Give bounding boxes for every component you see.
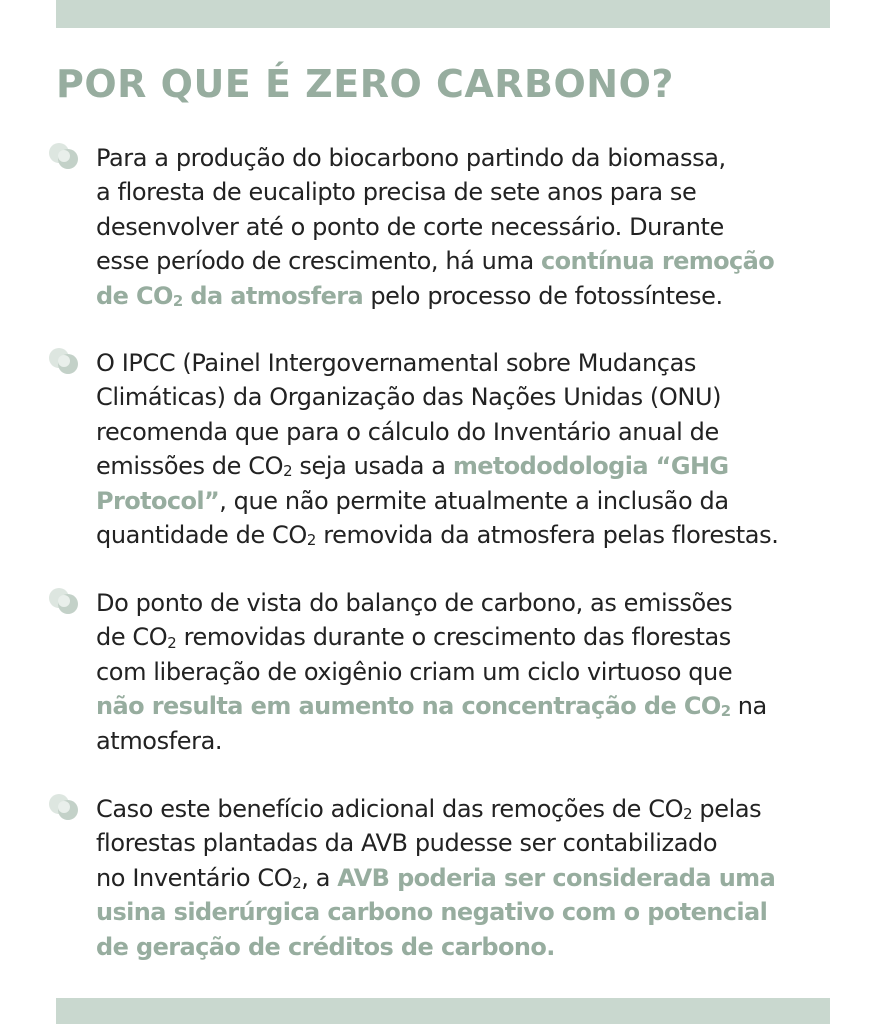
top-bar xyxy=(56,0,830,28)
body-text: 2 xyxy=(167,633,177,652)
body-text: desenvolver até o ponto de corte necessário. Durante xyxy=(96,212,724,241)
body-text: com liberação de oxigênio criam um ciclo virtuoso que xyxy=(96,657,733,686)
body-text: esse período de crescimento, há uma xyxy=(96,247,542,276)
body-text: Do ponto de vista do balanço de carbono, as emissões xyxy=(96,589,733,617)
text-line xyxy=(96,655,856,689)
body-text: na xyxy=(730,692,767,721)
text-line xyxy=(96,210,856,244)
text-line xyxy=(96,826,856,860)
text-line xyxy=(96,586,856,620)
highlight-text: de CO xyxy=(96,281,173,310)
text-line xyxy=(96,484,856,518)
list-item xyxy=(96,346,856,552)
body-text: 2 xyxy=(683,805,693,824)
bottom-bar xyxy=(56,998,830,1024)
text-line xyxy=(96,724,856,758)
list-item xyxy=(96,792,856,964)
text-line xyxy=(96,141,856,175)
highlight-text: usina siderúrgica carbono negativo com o potencial xyxy=(96,898,768,927)
list-item xyxy=(96,141,856,313)
item-text xyxy=(96,346,856,552)
text-line xyxy=(96,518,856,552)
leaf-bullet-icon xyxy=(46,792,82,822)
text-line xyxy=(96,620,856,654)
item-text xyxy=(96,141,856,313)
text-line xyxy=(96,689,856,723)
item-text xyxy=(96,792,856,964)
body-text: , que não permite atualmente a inclusão da xyxy=(219,486,729,515)
highlight-text: de geração de créditos de carbono. xyxy=(96,932,555,961)
highlight-text: Protocol” xyxy=(96,486,220,515)
text-line xyxy=(96,449,856,483)
leaf-bullet-icon xyxy=(46,586,82,616)
text-line xyxy=(96,930,856,964)
body-text: atmosfera. xyxy=(96,726,223,755)
text-line xyxy=(96,895,856,929)
body-text: recomenda que para o cálculo do Inventário anual de xyxy=(96,417,719,446)
page-title: POR QUE É ZERO CARBONO? xyxy=(56,62,674,106)
body-text: Caso este benefício adicional das remoções de CO xyxy=(96,795,684,823)
body-text: removida da atmosfera pelas florestas. xyxy=(315,521,779,550)
leaf-bullet-icon xyxy=(46,141,82,171)
body-text: 2 xyxy=(306,531,316,550)
body-text: 2 xyxy=(292,874,302,893)
body-text: 2 xyxy=(283,462,293,481)
text-line xyxy=(96,380,856,414)
highlight-text: 2 xyxy=(172,291,183,310)
body-text: florestas plantadas da AVB pudesse ser contabilizado xyxy=(96,829,718,858)
body-text: quantidade de CO xyxy=(96,521,307,550)
body-text: pelas xyxy=(692,795,762,823)
list-item xyxy=(96,586,856,758)
body-text: no Inventário CO xyxy=(96,863,293,892)
text-line xyxy=(96,175,856,209)
text-line xyxy=(96,792,856,826)
highlight-text: da atmosfera xyxy=(182,281,364,310)
body-text: a floresta de eucalipto precisa de sete anos para se xyxy=(96,178,697,207)
body-text: Para a produção do biocarbono partindo da biomassa, xyxy=(96,144,726,172)
leaf-bullet-icon xyxy=(46,346,82,376)
text-line xyxy=(96,279,856,313)
item-text xyxy=(96,586,856,758)
body-text: O IPCC (Painel Intergovernamental sobre Mudanças xyxy=(96,349,696,377)
highlight-text: não resulta em aumento na concentração de CO xyxy=(96,692,721,721)
highlight-text: AVB poderia ser considerada uma xyxy=(337,863,776,892)
body-text: de CO xyxy=(96,623,168,652)
body-text: , a xyxy=(301,863,338,892)
body-text: Climáticas) da Organização das Nações Unidas (ONU) xyxy=(96,383,722,412)
highlight-text: 2 xyxy=(720,702,731,721)
text-line xyxy=(96,415,856,449)
body-text: pelo processo de fotossíntese. xyxy=(363,281,723,310)
text-line xyxy=(96,244,856,278)
body-text: emissões de CO xyxy=(96,452,284,481)
text-line xyxy=(96,861,856,895)
highlight-text: contínua remoção xyxy=(541,247,775,276)
body-text: seja usada a xyxy=(292,452,453,481)
highlight-text: metododologia “GHG xyxy=(452,452,729,481)
text-line xyxy=(96,346,856,380)
body-text: removidas durante o crescimento das florestas xyxy=(176,623,731,652)
